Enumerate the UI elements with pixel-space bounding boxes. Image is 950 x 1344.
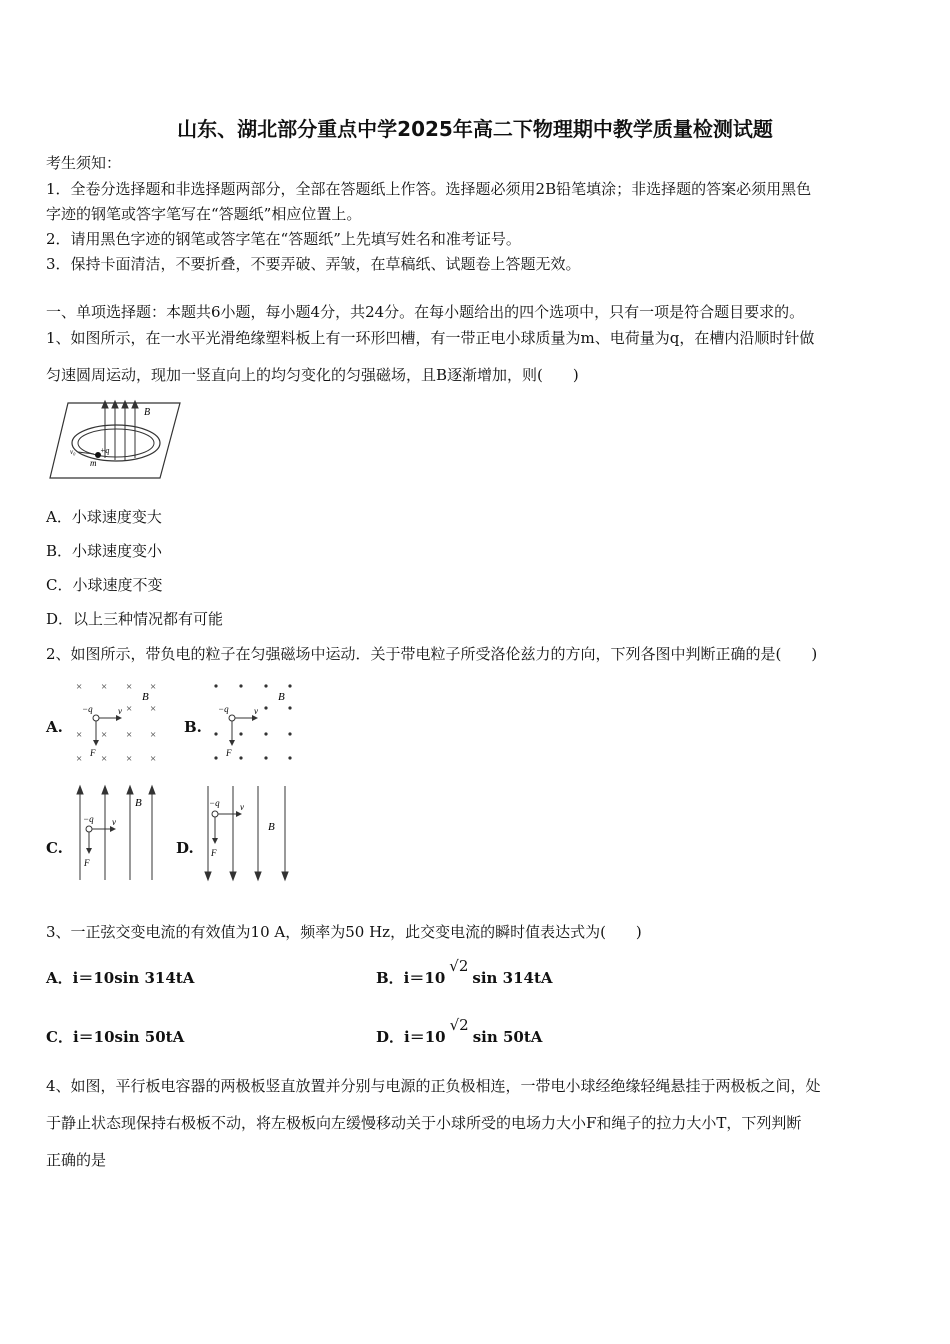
q2d-f-label: F (211, 848, 217, 858)
field-dot-mark (239, 684, 242, 687)
q2-label-b[interactable]: B. (184, 718, 202, 736)
q3-option-d-prefix: D．i＝10 (376, 1028, 446, 1046)
q2a-b-label: B (142, 691, 149, 703)
field-dot-mark (214, 684, 217, 687)
q1-stem-line-2: 匀速圆周运动，现加一竖直向上的均匀变化的匀强磁场，且B逐渐增加，则( ) (46, 366, 579, 384)
q4-stem-line-2: 于静止状态现保持右极板不动，将左极板向左缓慢移动关于小球所受的电场力大小F和绳子的拉力大小T，下列判断 (46, 1114, 802, 1132)
q1-fig-v-label: v₀ (70, 448, 76, 456)
q3-option-d-suffix: sin 50tA (472, 1028, 543, 1046)
q1-option-b[interactable]: B．小球速度变小 (46, 542, 163, 560)
q2-figure-a (72, 676, 167, 766)
section-heading: 一、单项选择题：本题共6小题，每小题4分，共24分。在每小题给出的四个选项中，只有一项是符合题目要求的。 (46, 303, 805, 321)
field-cross-mark: × (101, 729, 108, 741)
q3-option-d[interactable] (376, 1016, 543, 1047)
q2c-v-label: v (112, 817, 116, 827)
field-cross-mark: × (126, 681, 133, 693)
notice-line-1: 1．全卷分选择题和非选择题两部分，全部在答题纸上作答。选择题必须用2B铅笔填涂；非选择题的答案必须用黑色 (46, 180, 812, 198)
q3-option-a[interactable]: A．i＝10sin 314tA (46, 969, 195, 987)
q1-option-d[interactable]: D．以上三种情况都有可能 (46, 610, 224, 628)
q2d-v-label: v (240, 802, 244, 812)
field-cross-mark: × (150, 729, 157, 741)
q3-option-c[interactable]: C．i＝10sin 50tA (46, 1028, 185, 1046)
q1-figure (48, 398, 183, 483)
page-title: 山东、湖北部分重点中学2025年高二下物理期中教学质量检测试题 (177, 117, 773, 141)
q2-figure-b (208, 676, 303, 766)
q3-option-d-sqrt: √2 (449, 1016, 469, 1034)
field-cross-mark: × (150, 753, 157, 765)
q1-stem-line-1: 1、如图所示，在一水平光滑绝缘塑料板上有一环形凹槽，有一带正电小球质量为m、电荷量为q，在槽内沿顺时针做 (46, 329, 815, 347)
q2-figure-d (200, 784, 295, 884)
q1-option-a[interactable]: A．小球速度变大 (46, 508, 162, 526)
q2-stem: 2、如图所示，带负电的粒子在匀强磁场中运动．关于带电粒子所受洛伦兹力的方向，下列各图中判断正确的是( ) (46, 645, 818, 663)
q3-stem: 3、一正弦交变电流的有效值为10 A，频率为50 Hz，此交变电流的瞬时值表达式为( ) (46, 923, 642, 941)
q1-fig-m-label: m (90, 458, 97, 468)
field-dot-mark (288, 732, 291, 735)
q2c-f-label: F (84, 858, 90, 868)
field-cross-mark: × (76, 681, 83, 693)
q4-stem-line-1: 4、如图，平行板电容器的两极板竖直放置并分别与电源的正负极相连，一带电小球经绝缘轻绳悬挂于两极板之间，处 (46, 1077, 821, 1095)
notice-line-1b: 字迹的钢笔或答字笔写在“答题纸”相应位置上。 (46, 205, 362, 223)
q2-figure-c (72, 784, 162, 884)
field-dot-mark (239, 732, 242, 735)
q2a-f-label: F (90, 748, 96, 758)
q2b-b-label: B (278, 691, 285, 703)
field-cross-mark: × (150, 703, 157, 715)
field-cross-mark: × (76, 753, 83, 765)
q2b-f-label: F (226, 748, 232, 758)
q1-fig-q-label: +q (100, 446, 110, 455)
q2-label-c[interactable]: C. (46, 839, 63, 857)
field-cross-mark: × (101, 753, 108, 765)
field-cross-mark: × (126, 753, 133, 765)
q2-label-a[interactable]: A. (46, 718, 63, 736)
q1-option-c[interactable]: C．小球速度不变 (46, 576, 163, 594)
field-dot-mark (214, 732, 217, 735)
field-dot-mark (264, 706, 267, 709)
field-cross-mark: × (150, 681, 157, 693)
q2c-b-label: B (135, 797, 142, 809)
q2b-q-label: −q (218, 704, 229, 714)
notice-heading: 考生须知： (46, 154, 122, 172)
field-cross-mark: × (101, 681, 108, 693)
q2c-q-label: −q (83, 814, 94, 824)
field-dot-mark (288, 684, 291, 687)
q3-option-b-suffix: sin 314tA (472, 969, 553, 987)
q2d-q-label: −q (209, 798, 220, 808)
q1-fig-b-label: B (144, 407, 151, 418)
q3-option-b[interactable] (376, 957, 553, 988)
notice-line-3: 3．保持卡面清洁，不要折叠，不要弄破、弄皱，在草稿纸、试题卷上答题无效。 (46, 255, 581, 273)
notice-line-2: 2．请用黑色字迹的钢笔或答字笔在“答题纸”上先填写姓名和准考证号。 (46, 230, 521, 248)
q2b-v-label: v (254, 706, 258, 716)
field-cross-mark: × (126, 703, 133, 715)
q2-label-d[interactable]: D. (176, 839, 194, 857)
field-dot-mark (288, 706, 291, 709)
field-dot-mark (239, 756, 242, 759)
field-dot-mark (214, 756, 217, 759)
field-cross-mark: × (126, 729, 133, 741)
q2a-v-label: v (118, 706, 122, 716)
q4-stem-line-3: 正确的是 (46, 1151, 107, 1169)
q2a-q-label: −q (82, 704, 93, 714)
q2d-b-label: B (268, 821, 275, 833)
field-dot-mark (288, 756, 291, 759)
field-cross-mark: × (76, 729, 83, 741)
field-dot-mark (264, 732, 267, 735)
q3-option-b-sqrt: √2 (449, 957, 469, 975)
field-dot-mark (264, 684, 267, 687)
field-dot-mark (264, 756, 267, 759)
q3-option-b-prefix: B．i＝10 (376, 969, 446, 987)
